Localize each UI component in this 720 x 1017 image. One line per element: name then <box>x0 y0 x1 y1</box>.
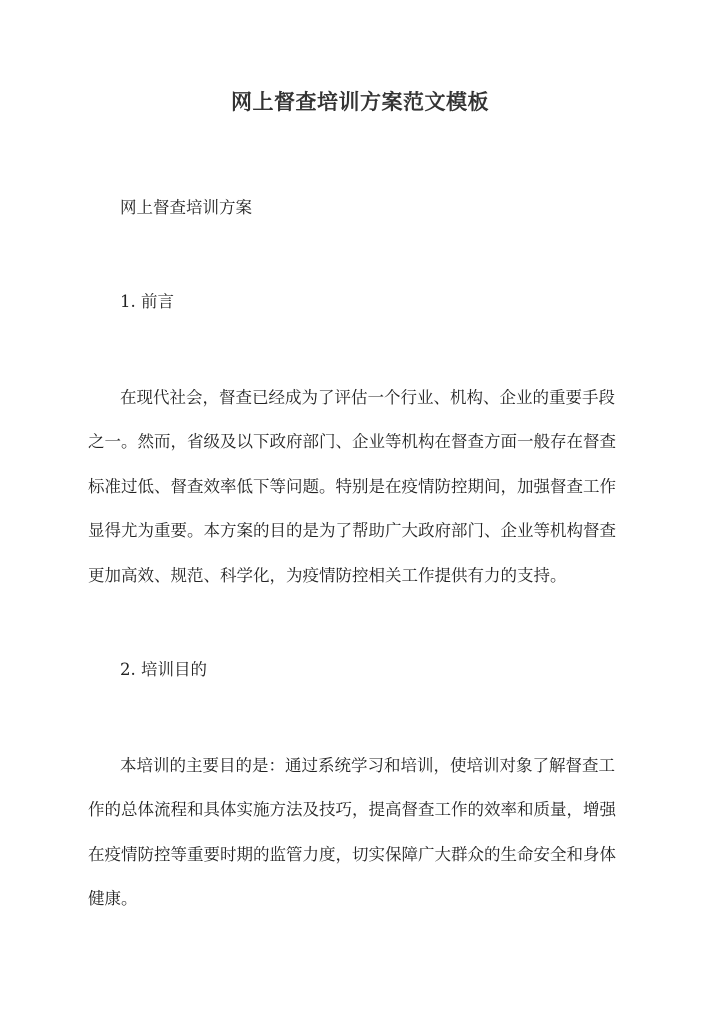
section-heading-training-goal: 2. 培训目的 <box>120 660 207 679</box>
paragraph-line: 在疫情防控等重要时期的监管力度，切实保障广大群众的生命安全和身体 <box>88 845 616 864</box>
paragraph-line: 之一。然而，省级及以下政府部门、企业等机构在督查方面一般存在督查 <box>88 432 616 451</box>
paragraph-line: 本培训的主要目的是：通过系统学习和培训，使培训对象了解督查工 <box>120 756 615 775</box>
document-subtitle: 网上督查培训方案 <box>120 198 252 217</box>
paragraph-line: 显得尤为重要。本方案的目的是为了帮助广大政府部门、企业等机构督查 <box>88 521 616 540</box>
paragraph-line: 更加高效、规范、科学化，为疫情防控相关工作提供有力的支持。 <box>88 566 567 585</box>
document-title: 网上督查培训方案范文模板 <box>231 89 489 114</box>
paragraph-line: 健康。 <box>88 889 138 908</box>
paragraph-line: 在现代社会，督查已经成为了评估一个行业、机构、企业的重要手段 <box>120 388 615 407</box>
section-heading-preface: 1. 前言 <box>120 292 174 311</box>
paragraph-line: 标准过低、督查效率低下等问题。特别是在疫情防控期间，加强督查工作 <box>88 477 616 496</box>
paragraph-line: 作的总体流程和具体实施方法及技巧，提高督查工作的效率和质量，增强 <box>88 800 616 819</box>
